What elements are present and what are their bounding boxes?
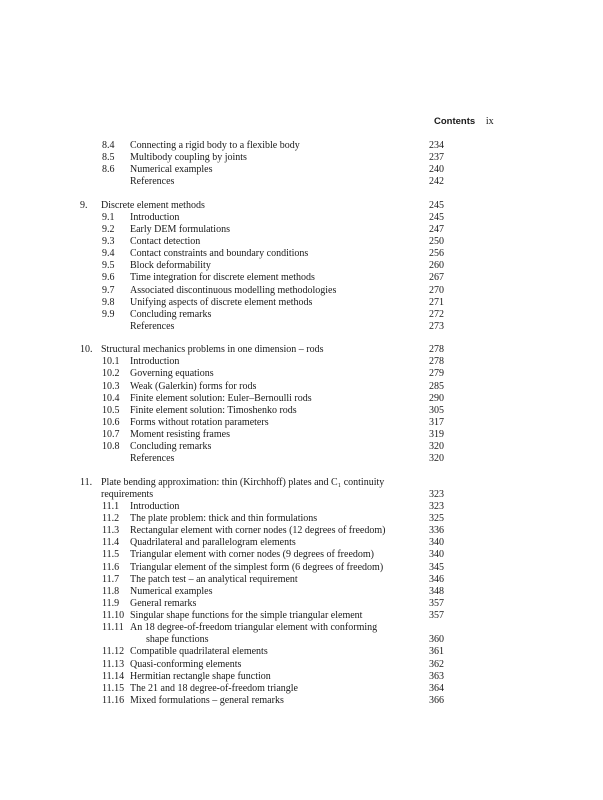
toc-entry-page: 270 [429,284,444,296]
toc-entry-title: Concluding remarks [130,441,212,453]
toc-entry-page: 340 [429,549,444,561]
toc-entry-row [0,683,603,695]
toc-entry-title: Forms without rotation parameters [130,416,269,428]
toc-entry-row [0,212,603,224]
toc-entry-page: 366 [429,695,444,707]
toc-entry-number: 11.12 [102,646,125,658]
toc-entry-page: 320 [429,441,444,453]
toc-entry-row [0,513,603,525]
toc-entry-row [0,549,603,561]
toc-entry-row [0,646,603,658]
toc-entry-row [0,381,603,393]
toc-entry-title: Triangular element with corner nodes (9 degrees of freedom) [130,549,374,561]
toc-entry-title: Rectangular element with corner nodes (12 degrees of freedom) [130,525,386,537]
toc-entry-number: 11.2 [102,512,120,524]
toc-entry-row [0,441,603,453]
toc-entry-row [0,140,603,152]
toc-entry-row [0,489,603,501]
toc-entry-page: 348 [429,585,444,597]
toc-entry-title: Contact constraints and boundary conditions [130,248,309,260]
toc-entry-number: 9. [80,199,88,211]
toc-entry-row [0,393,603,405]
toc-entry-number: 8.4 [102,140,115,151]
toc-entry-title: The 21 and 18 degree-of-freedom triangle [130,682,298,694]
section-gap [0,466,603,477]
toc-entry-page: 364 [429,682,444,694]
toc-entry-number: 11.1 [102,500,120,512]
toc-entry-page: 361 [429,646,444,658]
toc-entry-page: 345 [429,561,444,573]
toc-entry-row [0,501,603,513]
toc-entry-number: 11.3 [102,525,120,537]
toc-entry-number: 9.2 [102,223,115,235]
toc-entry-row [0,224,603,236]
toc-entry-row [0,598,603,610]
toc-entry-page: 320 [429,453,444,465]
toc-entry-row [0,659,603,671]
toc-entry-title: Singular shape functions for the simple triangular element [130,610,363,622]
toc-entry-page: 273 [429,320,444,332]
toc-entry-title: Quasi-conforming elements [130,658,242,670]
toc-entry-page: 336 [429,525,444,537]
toc-entry-title: Early DEM formulations [130,223,230,235]
toc-entry-row [0,695,603,707]
toc-entry-row [0,453,603,465]
toc-entry-number: 11.10 [102,610,125,622]
toc-entry-title: Weak (Galerkin) forms for rods [130,380,257,392]
toc-entry-title: General remarks [130,597,197,609]
toc-entry-title: Finite element solution: Euler–Bernoulli rods [130,392,312,404]
toc-entry-row [0,164,603,176]
toc-entry-row [0,260,603,272]
toc-entry-page: 290 [429,392,444,404]
toc-entry-page: 323 [429,488,444,500]
toc-entry-page: 240 [429,164,444,176]
table-of-contents [0,140,603,707]
toc-entry-page: 242 [429,176,444,188]
toc-entry-row [0,285,603,297]
toc-entry-number: 11.15 [102,682,125,694]
toc-entry-number: 9.3 [102,235,115,247]
toc-entry-row [0,368,603,380]
toc-entry-title: Introduction [130,211,180,223]
toc-entry-title: Moment resisting frames [130,429,230,441]
toc-entry-page: 271 [429,296,444,308]
toc-entry-number: 10. [80,344,93,356]
toc-entry-number: 11.16 [102,695,125,707]
toc-entry-title: Block deformability [130,260,211,272]
toc-entry-title: Governing equations [130,368,214,380]
toc-entry-title: requirements [101,488,154,500]
toc-entry-title: Plate bending approximation: thin (Kirchhoff) plates and C₁ continuity [101,476,385,488]
toc-entry-number: 9.5 [102,260,115,272]
toc-entry-number: 10.6 [102,416,120,428]
toc-entry-number: 9.1 [102,211,115,223]
toc-entry-title: References [130,176,175,188]
toc-entry-row [0,586,603,598]
toc-entry-title: References [130,320,175,332]
header-title: Contents [434,116,476,127]
toc-entry-number: 11.14 [102,670,125,682]
toc-entry-row [0,176,603,188]
toc-entry-number: 10.4 [102,392,120,404]
toc-entry-page: 272 [429,308,444,320]
toc-entry-page: 237 [429,152,444,164]
toc-entry-number: 11.7 [102,573,120,585]
section-gap [0,333,603,344]
toc-entry-row [0,297,603,309]
toc-entry-row [0,236,603,248]
toc-entry-row [0,309,603,321]
toc-entry-number: 11.11 [102,622,124,634]
toc-entry-title: Hermitian rectangle shape function [130,670,271,682]
toc-entry-row [0,671,603,683]
toc-entry-page: 267 [429,272,444,284]
toc-entry-page: 323 [429,500,444,512]
toc-entry-title: Finite element solution: Timoshenko rods [130,404,297,416]
toc-entry-title: The patch test – an analytical requirement [130,573,298,585]
toc-entry-number: 11.4 [102,537,120,549]
section-gap [0,189,603,200]
toc-chapter-row [0,477,603,489]
toc-entry-title: Quadrilateral and parallelogram elements [130,537,296,549]
toc-entry-page: 260 [429,260,444,272]
toc-entry-page: 340 [429,537,444,549]
toc-entry-title: Mixed formulations – general remarks [130,695,284,707]
toc-entry-number: 11.5 [102,549,120,561]
toc-entry-page: 363 [429,670,444,682]
toc-entry-number: 11. [80,476,93,488]
toc-entry-title: Compatible quadrilateral elements [130,646,268,658]
toc-entry-title: shape functions [146,634,209,646]
toc-entry-page: 234 [429,140,444,151]
toc-entry-row [0,574,603,586]
toc-entry-row [0,525,603,537]
toc-entry-title: Time integration for discrete element methods [130,272,315,284]
toc-entry-row [0,622,603,634]
toc-entry-row [0,321,603,333]
toc-entry-page: 346 [429,573,444,585]
toc-entry-title: An 18 degree-of-freedom triangular element with conforming [130,622,378,634]
toc-entry-number: 10.5 [102,404,120,416]
toc-entry-number: 11.13 [102,658,125,670]
toc-chapter-row [0,200,603,212]
toc-entry-page: 285 [429,380,444,392]
toc-entry-row [0,537,603,549]
running-header [434,116,494,127]
toc-entry-title: Introduction [130,500,180,512]
toc-entry-page: 245 [429,199,444,211]
toc-entry-title: Unifying aspects of discrete element methods [130,296,313,308]
toc-entry-page: 319 [429,429,444,441]
toc-entry-title: Discrete element methods [101,199,205,211]
toc-entry-row [0,610,603,622]
toc-entry-page: 278 [429,344,444,356]
toc-entry-page: 250 [429,235,444,247]
toc-entry-number: 9.6 [102,272,115,284]
toc-entry-title: References [130,453,175,465]
toc-entry-number: 8.6 [102,164,115,176]
toc-entry-title: Associated discontinuous modelling methodologies [130,284,337,296]
toc-entry-number: 9.9 [102,308,115,320]
toc-entry-page: 278 [429,356,444,368]
toc-entry-number: 10.7 [102,429,120,441]
toc-entry-page: 360 [429,634,444,646]
toc-entry-row [0,248,603,260]
toc-chapter-row [0,344,603,356]
toc-entry-number: 9.7 [102,284,115,296]
toc-entry-page: 362 [429,658,444,670]
toc-entry-number: 8.5 [102,152,115,164]
toc-entry-number: 10.1 [102,356,120,368]
toc-entry-page: 245 [429,211,444,223]
header-page-number: ix [485,116,494,127]
toc-entry-title: Connecting a rigid body to a flexible body [130,140,300,151]
toc-entry-page: 256 [429,248,444,260]
toc-entry-title: Triangular element of the simplest form (6 degrees of freedom) [130,561,384,573]
toc-entry-number: 9.4 [102,248,115,260]
toc-entry-page: 305 [429,404,444,416]
toc-entry-title: Numerical examples [130,164,213,176]
toc-entry-page: 357 [429,597,444,609]
toc-entry-title: Structural mechanics problems in one dimension – rods [101,344,324,356]
toc-entry-row [0,562,603,574]
toc-entry-page: 247 [429,223,444,235]
toc-entry-number: 11.8 [102,585,120,597]
toc-entry-number: 10.2 [102,368,120,380]
toc-entry-number: 10.8 [102,441,120,453]
toc-entry-page: 317 [429,416,444,428]
toc-entry-page: 325 [429,512,444,524]
toc-entry-title: Concluding remarks [130,308,212,320]
toc-entry-title: The plate problem: thick and thin formulations [130,512,318,524]
toc-entry-title: Introduction [130,356,180,368]
toc-entry-title: Contact detection [130,235,201,247]
toc-entry-row [0,272,603,284]
toc-entry-row [0,634,603,646]
toc-entry-row [0,417,603,429]
toc-entry-number: 11.9 [102,597,120,609]
toc-entry-page: 279 [429,368,444,380]
toc-entry-number: 10.3 [102,380,120,392]
toc-entry-title: Numerical examples [130,585,213,597]
toc-entry-row [0,405,603,417]
toc-entry-page: 357 [429,610,444,622]
toc-entry-row [0,356,603,368]
toc-entry-row [0,429,603,441]
toc-entry-row [0,152,603,164]
toc-entry-number: 11.6 [102,561,120,573]
toc-entry-title: Multibody coupling by joints [130,152,247,164]
toc-entry-number: 9.8 [102,296,115,308]
